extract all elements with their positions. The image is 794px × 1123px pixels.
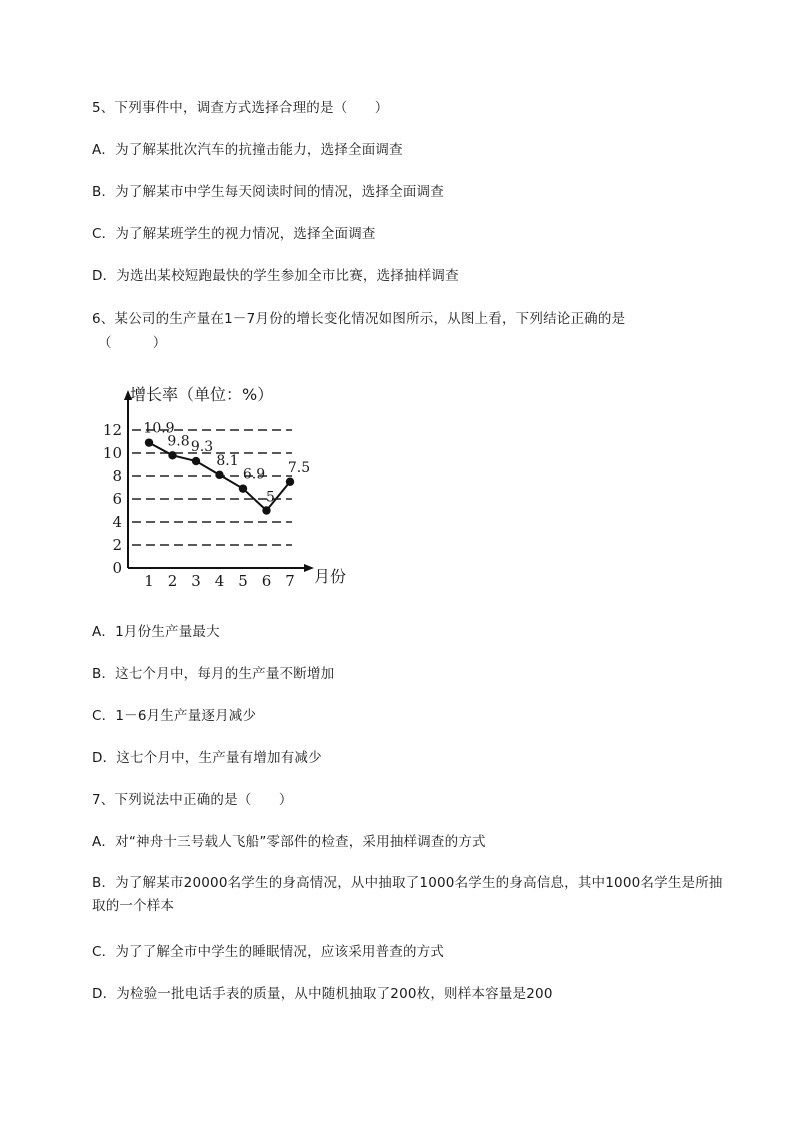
q7-option-b: B．为了解某市20000名学生的身高情况，从中抽取了1000名学生的身高信息，其中1000名学生是所抽取的一个样本 bbox=[92, 875, 723, 914]
data-label: 8.1 bbox=[216, 452, 239, 469]
data-point bbox=[239, 484, 247, 492]
data-label: 6.9 bbox=[242, 466, 266, 483]
q6-option-b: B．这七个月中，每月的生产量不断增加 bbox=[92, 666, 335, 682]
x-tick-label: 2 bbox=[167, 572, 178, 590]
data-point bbox=[168, 451, 176, 459]
q7-option-c: C．为了了解全市中学生的睡眠情况，应该采用普查的方式 bbox=[92, 944, 445, 960]
y-tick-label: 10 bbox=[102, 444, 122, 462]
y-tick-label: 6 bbox=[112, 490, 122, 508]
data-label: 9.8 bbox=[167, 433, 190, 450]
y-tick-label: 0 bbox=[112, 559, 122, 577]
y-tick-label: 4 bbox=[112, 513, 122, 531]
q5-stem: 5、下列事件中，调查方式选择合理的是（ ） bbox=[92, 100, 389, 116]
x-tick-label: 5 bbox=[238, 572, 248, 590]
q5-option-b: B．为了解某市中学生每天阅读时间的情况，选择全面调查 bbox=[92, 184, 444, 200]
data-label: 9.3 bbox=[190, 439, 214, 456]
q7-option-a: A．对“神舟十三号载人飞船”零部件的检查，采用抽样调查的方式 bbox=[92, 834, 486, 850]
x-axis-arrow bbox=[304, 564, 314, 572]
q6-stem-paren: （ ） bbox=[98, 335, 167, 351]
y-tick-label: 12 bbox=[102, 421, 122, 439]
x-tick-label: 6 bbox=[261, 572, 272, 590]
x-tick-label: 3 bbox=[191, 572, 201, 590]
q6-option-c: C．1－6月生产量逐月减少 bbox=[92, 708, 257, 724]
data-label: 5 bbox=[266, 489, 275, 506]
growth-rate-chart-svg bbox=[96, 378, 366, 590]
y-axis-label: 增长率（单位：%） bbox=[130, 385, 274, 404]
x-tick-label: 1 bbox=[144, 572, 154, 590]
q6-stem: 6、某公司的生产量在1－7月份的增长变化情况如图所示，从图上看，下列结论正确的是 bbox=[92, 311, 626, 327]
data-point bbox=[192, 457, 200, 465]
y-tick-label: 8 bbox=[112, 467, 122, 485]
x-tick-label: 4 bbox=[214, 572, 225, 590]
data-point bbox=[286, 478, 294, 486]
q7-stem: 7、下列说法中正确的是（ ） bbox=[92, 792, 293, 808]
x-tick-label: 7 bbox=[285, 572, 295, 590]
data-label: 10.9 bbox=[143, 420, 175, 437]
q7-option-d: D．为检验一批电话手表的质量，从中随机抽取了200枚，则样本容量是200 bbox=[92, 986, 553, 1002]
data-point bbox=[262, 506, 270, 514]
data-point bbox=[215, 471, 223, 479]
data-point bbox=[145, 438, 153, 446]
y-tick-label: 2 bbox=[112, 536, 122, 554]
q5-option-a: A．为了解某批次汽车的抗撞击能力，选择全面调查 bbox=[92, 142, 403, 158]
q6-option-a: A．1月份生产量最大 bbox=[92, 624, 220, 640]
q6-option-d: D．这七个月中，生产量有增加有减少 bbox=[92, 750, 322, 766]
growth-rate-chart bbox=[96, 378, 366, 590]
q5-option-d: D．为选出某校短跑最快的学生参加全市比赛，选择抽样调查 bbox=[92, 268, 459, 284]
q5-option-c: C．为了解某班学生的视力情况，选择全面调查 bbox=[92, 226, 376, 242]
x-axis-label: 月份 bbox=[314, 567, 347, 586]
data-label: 7.5 bbox=[287, 459, 311, 476]
